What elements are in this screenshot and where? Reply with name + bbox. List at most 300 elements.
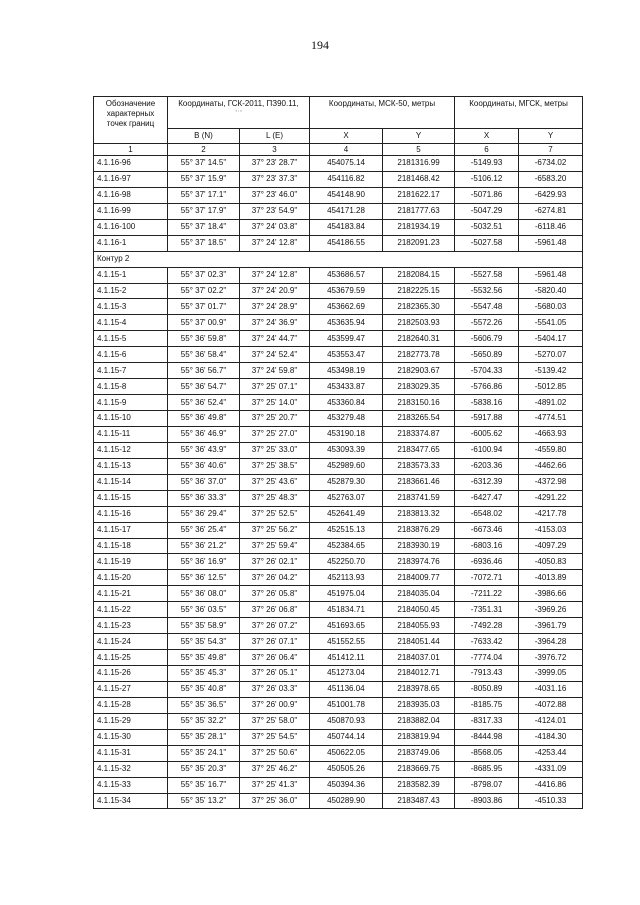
coordinate-cell: 37° 25' 14.0" — [240, 395, 310, 411]
coordinate-cell: -5547.48 — [455, 299, 519, 315]
coordinate-cell: -4097.29 — [519, 538, 583, 554]
table-row — [94, 299, 583, 315]
coordinate-cell: 450870.93 — [310, 713, 383, 729]
coordinate-cell: -6583.20 — [519, 171, 583, 187]
column-number: 7 — [519, 144, 583, 156]
coordinate-cell: 55° 37' 02.2" — [168, 283, 240, 299]
coordinate-cell: 37° 25' 36.0" — [240, 793, 310, 809]
coordinate-cell: -5527.58 — [455, 267, 519, 283]
coordinate-cell: 55° 36' 43.9" — [168, 442, 240, 458]
coordinates-table — [93, 96, 583, 809]
coordinate-cell: 453190.18 — [310, 426, 383, 442]
point-id-cell: 4.1.16-96 — [94, 156, 168, 172]
point-id-cell: 4.1.15-31 — [94, 745, 168, 761]
coordinate-cell: -7211.22 — [455, 586, 519, 602]
coordinate-cell: 55° 35' 40.8" — [168, 681, 240, 697]
coordinate-cell: 37° 26' 06.8" — [240, 602, 310, 618]
coordinate-cell: -6429.93 — [519, 187, 583, 203]
contour-section — [94, 251, 583, 267]
coordinate-cell: 452113.93 — [310, 570, 383, 586]
coordinate-cell: 452641.49 — [310, 506, 383, 522]
coordinate-cell: -5106.12 — [455, 171, 519, 187]
coordinate-cell: -5139.42 — [519, 363, 583, 379]
table-row — [94, 267, 583, 283]
table-row — [94, 283, 583, 299]
coordinate-cell: 55° 37' 02.3" — [168, 267, 240, 283]
table-row — [94, 522, 583, 538]
table-row — [94, 442, 583, 458]
coordinate-cell: -4559.80 — [519, 442, 583, 458]
coordinate-cell: -6118.46 — [519, 219, 583, 235]
coordinate-cell: -5961.48 — [519, 267, 583, 283]
coordinate-cell: 452515.13 — [310, 522, 383, 538]
point-id-cell: 4.1.15-22 — [94, 602, 168, 618]
header-gsk-label: Координаты, ГСК-2011, ПЗ90.11, — [178, 99, 299, 108]
coordinate-cell: 2182640.31 — [383, 331, 455, 347]
coordinate-cell: 2183749.06 — [383, 745, 455, 761]
point-id-cell: 4.1.15-12 — [94, 442, 168, 458]
point-id-cell: 4.1.15-19 — [94, 554, 168, 570]
coordinate-cell: -6803.16 — [455, 538, 519, 554]
coordinate-cell: 2183882.04 — [383, 713, 455, 729]
coordinate-cell: 55° 37' 17.1" — [168, 187, 240, 203]
point-id-cell: 4.1.15-8 — [94, 379, 168, 395]
table-row — [94, 411, 583, 427]
coordinate-cell: 37° 26' 07.1" — [240, 634, 310, 650]
coordinate-cell: 55° 35' 24.1" — [168, 745, 240, 761]
coordinate-cell: 37° 25' 54.5" — [240, 729, 310, 745]
coordinate-cell: 2183876.29 — [383, 522, 455, 538]
coordinate-cell: 55° 36' 37.0" — [168, 474, 240, 490]
table-row — [94, 395, 583, 411]
coordinate-cell: 452384.65 — [310, 538, 383, 554]
coordinate-cell: 55° 36' 08.0" — [168, 586, 240, 602]
table-row — [94, 156, 583, 172]
coordinate-cell: -8317.33 — [455, 713, 519, 729]
subheader-cell: B (N) — [168, 128, 240, 143]
point-id-cell: 4.1.15-26 — [94, 666, 168, 682]
coordinate-cell: 453279.48 — [310, 411, 383, 427]
coordinate-cell: 2183265.54 — [383, 411, 455, 427]
table-row — [94, 602, 583, 618]
coordinate-cell: 2184037.01 — [383, 650, 455, 666]
coordinate-cell: -6936.46 — [455, 554, 519, 570]
coordinate-cell: 37° 24' 36.9" — [240, 315, 310, 331]
coordinate-cell: -5766.86 — [455, 379, 519, 395]
coordinate-cell: 37° 24' 03.8" — [240, 219, 310, 235]
coordinate-cell: 453599.47 — [310, 331, 383, 347]
coordinate-cell: 453679.59 — [310, 283, 383, 299]
coordinate-cell: -5572.26 — [455, 315, 519, 331]
table-row — [94, 650, 583, 666]
coordinate-cell: -5650.89 — [455, 347, 519, 363]
subheader-cell: L (E) — [240, 128, 310, 143]
coordinate-cell: 37° 23' 28.7" — [240, 156, 310, 172]
coordinate-cell: 55° 37' 15.9" — [168, 171, 240, 187]
table-row — [94, 634, 583, 650]
coordinate-cell: 55° 36' 29.4" — [168, 506, 240, 522]
coordinate-cell: 37° 26' 03.3" — [240, 681, 310, 697]
coordinate-cell: -5680.03 — [519, 299, 583, 315]
point-id-cell: 4.1.15-16 — [94, 506, 168, 522]
coordinate-cell: 37° 25' 48.3" — [240, 490, 310, 506]
coordinate-cell: 2183741.59 — [383, 490, 455, 506]
coordinate-cell: -4050.83 — [519, 554, 583, 570]
coordinate-cell: 37° 25' 50.6" — [240, 745, 310, 761]
coordinate-cell: -4153.03 — [519, 522, 583, 538]
coordinate-cell: -5541.05 — [519, 315, 583, 331]
coordinate-cell: -3964.28 — [519, 634, 583, 650]
coordinate-cell: 2184055.93 — [383, 618, 455, 634]
coordinate-cell: 450289.90 — [310, 793, 383, 809]
coordinate-cell: -4124.01 — [519, 713, 583, 729]
table-row — [94, 219, 583, 235]
coordinate-cell: 454116.82 — [310, 171, 383, 187]
coordinate-cell: 451975.04 — [310, 586, 383, 602]
table-row — [94, 474, 583, 490]
coordinate-cell: 454186.55 — [310, 235, 383, 251]
coordinate-cell: -5149.93 — [455, 156, 519, 172]
point-id-cell: 4.1.15-2 — [94, 283, 168, 299]
table-row — [94, 554, 583, 570]
coordinate-cell: 2181777.63 — [383, 203, 455, 219]
coordinate-cell: -5838.16 — [455, 395, 519, 411]
coordinate-cell: 452879.30 — [310, 474, 383, 490]
subheader-row — [94, 128, 583, 143]
coordinate-cell: -7633.42 — [455, 634, 519, 650]
coordinate-cell: -4891.02 — [519, 395, 583, 411]
coordinate-cell: -5532.56 — [455, 283, 519, 299]
coordinate-cell: 452250.70 — [310, 554, 383, 570]
point-id-cell: 4.1.15-33 — [94, 777, 168, 793]
coordinate-cell: 2183029.35 — [383, 379, 455, 395]
coordinate-cell: 55° 36' 16.9" — [168, 554, 240, 570]
table-row — [94, 458, 583, 474]
coordinate-cell: 2183935.03 — [383, 697, 455, 713]
coordinate-cell: 55° 36' 52.4" — [168, 395, 240, 411]
coordinate-cell: 55° 36' 56.7" — [168, 363, 240, 379]
point-id-cell: 4.1.15-20 — [94, 570, 168, 586]
coordinate-cell: 37° 25' 52.5" — [240, 506, 310, 522]
coordinate-cell: 37° 25' 07.1" — [240, 379, 310, 395]
coordinate-cell: 37° 25' 46.2" — [240, 761, 310, 777]
table-row — [94, 538, 583, 554]
coordinate-cell: 2181316.99 — [383, 156, 455, 172]
table-body-top — [94, 156, 583, 252]
coordinate-cell: -4072.88 — [519, 697, 583, 713]
coordinate-cell: 453433.87 — [310, 379, 383, 395]
coordinate-cell: -8685.95 — [455, 761, 519, 777]
coordinate-cell: 37° 26' 05.1" — [240, 666, 310, 682]
coordinate-cell: 55° 35' 20.3" — [168, 761, 240, 777]
coordinate-cell: -4510.33 — [519, 793, 583, 809]
coordinate-cell: 55° 37' 17.9" — [168, 203, 240, 219]
coordinate-cell: 2182225.15 — [383, 283, 455, 299]
subheader-cell: X — [310, 128, 383, 143]
coordinate-cell: 2184051.44 — [383, 634, 455, 650]
coordinate-cell: 37° 26' 06.4" — [240, 650, 310, 666]
table-row — [94, 490, 583, 506]
table-row — [94, 666, 583, 682]
point-id-cell: 4.1.15-5 — [94, 331, 168, 347]
point-id-cell: 4.1.15-15 — [94, 490, 168, 506]
point-id-cell: 4.1.15-3 — [94, 299, 168, 315]
coordinate-cell: -5027.58 — [455, 235, 519, 251]
coordinate-cell: -5047.29 — [455, 203, 519, 219]
coordinate-cell: -6673.46 — [455, 522, 519, 538]
coordinate-cell: 450394.36 — [310, 777, 383, 793]
coordinate-cell: 2182084.15 — [383, 267, 455, 283]
subheader-cell: Y — [519, 128, 583, 143]
coordinate-cell: 2183573.33 — [383, 458, 455, 474]
coordinate-cell: -6274.81 — [519, 203, 583, 219]
coordinate-cell: 55° 35' 32.2" — [168, 713, 240, 729]
coordinate-cell: 37° 26' 07.2" — [240, 618, 310, 634]
table-row — [94, 793, 583, 809]
coordinate-cell: 55° 35' 36.5" — [168, 697, 240, 713]
coordinate-cell: 2183487.43 — [383, 793, 455, 809]
coordinate-cell: 37° 25' 56.2" — [240, 522, 310, 538]
coordinate-cell: 451834.71 — [310, 602, 383, 618]
coordinate-cell: 451136.04 — [310, 681, 383, 697]
coordinate-cell: 37° 24' 44.7" — [240, 331, 310, 347]
table-row — [94, 761, 583, 777]
coordinate-cell: 37° 26' 02.1" — [240, 554, 310, 570]
coordinate-cell: -8903.86 — [455, 793, 519, 809]
coordinate-cell: 55° 35' 49.8" — [168, 650, 240, 666]
coordinate-cell: 2182365.30 — [383, 299, 455, 315]
coordinate-cell: 55° 35' 16.7" — [168, 777, 240, 793]
coordinate-cell: 37° 23' 37.3" — [240, 171, 310, 187]
coordinate-cell: -4774.51 — [519, 411, 583, 427]
table-row — [94, 713, 583, 729]
coordinate-cell: -4184.30 — [519, 729, 583, 745]
point-id-cell: 4.1.16-99 — [94, 203, 168, 219]
coordinate-cell: -3969.26 — [519, 602, 583, 618]
coordinate-cell: 2184050.45 — [383, 602, 455, 618]
coordinate-cell: 2184012.71 — [383, 666, 455, 682]
coordinate-cell: 37° 24' 12.8" — [240, 235, 310, 251]
column-number: 1 — [94, 144, 168, 156]
coordinate-cell: 37° 26' 04.2" — [240, 570, 310, 586]
coordinate-cell: 453360.84 — [310, 395, 383, 411]
coordinate-cell: -4217.78 — [519, 506, 583, 522]
coordinate-cell: 37° 25' 33.0" — [240, 442, 310, 458]
header-mgsk: Координаты, МГСК, метры — [455, 97, 583, 129]
coordinate-cell: -5820.40 — [519, 283, 583, 299]
coordinate-cell: 37° 25' 58.0" — [240, 713, 310, 729]
point-id-cell: 4.1.15-17 — [94, 522, 168, 538]
header-row — [94, 97, 583, 129]
coordinate-cell: -5071.86 — [455, 187, 519, 203]
coordinate-cell: 55° 37' 14.5" — [168, 156, 240, 172]
coordinate-cell: 55° 36' 21.2" — [168, 538, 240, 554]
coordinate-cell: 2183978.65 — [383, 681, 455, 697]
coordinate-cell: -3999.05 — [519, 666, 583, 682]
point-id-cell: 4.1.15-34 — [94, 793, 168, 809]
coordinate-cell: 2182903.67 — [383, 363, 455, 379]
coordinate-cell: 451412.11 — [310, 650, 383, 666]
point-id-cell: 4.1.16-98 — [94, 187, 168, 203]
coordinate-cell: 2182091.23 — [383, 235, 455, 251]
coordinate-cell: 2183813.32 — [383, 506, 455, 522]
coordinate-cell: 55° 37' 01.7" — [168, 299, 240, 315]
header-gsk — [168, 97, 310, 129]
coordinate-cell: 37° 24' 20.9" — [240, 283, 310, 299]
coordinate-cell: 2183582.39 — [383, 777, 455, 793]
point-id-cell: 4.1.15-9 — [94, 395, 168, 411]
coordinate-cell: 37° 26' 00.9" — [240, 697, 310, 713]
coordinate-cell: 55° 36' 33.3" — [168, 490, 240, 506]
coordinate-cell: 454148.90 — [310, 187, 383, 203]
point-id-cell: 4.1.15-13 — [94, 458, 168, 474]
point-id-cell: 4.1.15-6 — [94, 347, 168, 363]
subheader-cell: X — [455, 128, 519, 143]
coordinate-cell: -5704.33 — [455, 363, 519, 379]
coordinate-cell: -3986.66 — [519, 586, 583, 602]
table-row — [94, 681, 583, 697]
page-number: 194 — [311, 38, 329, 52]
coordinate-cell: 37° 25' 59.4" — [240, 538, 310, 554]
coordinate-cell: 55° 35' 28.1" — [168, 729, 240, 745]
coordinate-cell: 37° 23' 54.9" — [240, 203, 310, 219]
coordinate-cell: -4291.22 — [519, 490, 583, 506]
coordinate-cell: 55° 36' 58.4" — [168, 347, 240, 363]
coordinate-cell: 55° 36' 54.7" — [168, 379, 240, 395]
coordinate-cell: 2182773.78 — [383, 347, 455, 363]
coordinate-cell: -7072.71 — [455, 570, 519, 586]
coordinate-cell: -7913.43 — [455, 666, 519, 682]
coordinate-cell: -4331.09 — [519, 761, 583, 777]
coordinate-cell: 2184009.77 — [383, 570, 455, 586]
table-body-bottom — [94, 267, 583, 809]
coordinate-cell: -3961.79 — [519, 618, 583, 634]
table-row — [94, 315, 583, 331]
coordinate-cell: 453553.47 — [310, 347, 383, 363]
coordinate-cell: 2181468.42 — [383, 171, 455, 187]
coordinate-cell: -5917.88 — [455, 411, 519, 427]
coordinate-cell: 55° 36' 12.5" — [168, 570, 240, 586]
point-id-cell: 4.1.16-100 — [94, 219, 168, 235]
coordinate-cell: 2181622.17 — [383, 187, 455, 203]
coordinate-cell: 450622.05 — [310, 745, 383, 761]
coordinate-cell: -7774.04 — [455, 650, 519, 666]
coordinate-cell: 55° 35' 58.9" — [168, 618, 240, 634]
column-number: 4 — [310, 144, 383, 156]
coordinate-cell: 55° 36' 25.4" — [168, 522, 240, 538]
coordinate-cell: -8444.98 — [455, 729, 519, 745]
point-id-cell: 4.1.15-24 — [94, 634, 168, 650]
contour-label: Контур 2 — [94, 251, 583, 267]
coordinate-cell: 2183477.65 — [383, 442, 455, 458]
coordinate-cell: -4372.98 — [519, 474, 583, 490]
coordinate-cell: 55° 37' 18.4" — [168, 219, 240, 235]
coordinate-cell: -8050.89 — [455, 681, 519, 697]
coordinate-cell: 451552.55 — [310, 634, 383, 650]
table-row — [94, 426, 583, 442]
point-id-cell: 4.1.15-7 — [94, 363, 168, 379]
coordinate-cell: 453686.57 — [310, 267, 383, 283]
coordinate-cell: -8798.07 — [455, 777, 519, 793]
point-id-cell: 4.1.15-14 — [94, 474, 168, 490]
coordinate-cell: 2183150.16 — [383, 395, 455, 411]
coordinate-cell: 55° 35' 13.2" — [168, 793, 240, 809]
coordinate-cell: -6005.62 — [455, 426, 519, 442]
coordinate-cell: -4253.44 — [519, 745, 583, 761]
table-row — [94, 363, 583, 379]
coordinate-cell: 2183669.75 — [383, 761, 455, 777]
coordinate-cell: 2183819.94 — [383, 729, 455, 745]
coordinate-cell: 55° 36' 59.8" — [168, 331, 240, 347]
coordinate-cell: 55° 36' 03.5" — [168, 602, 240, 618]
coordinate-cell: 453635.94 — [310, 315, 383, 331]
table-row — [94, 618, 583, 634]
coordinate-cell: -5032.51 — [455, 219, 519, 235]
coordinate-cell: -6734.02 — [519, 156, 583, 172]
table-row — [94, 777, 583, 793]
point-id-cell: 4.1.16-1 — [94, 235, 168, 251]
column-number: 2 — [168, 144, 240, 156]
coordinate-cell: -8185.75 — [455, 697, 519, 713]
coordinate-cell: -4663.93 — [519, 426, 583, 442]
table-row — [94, 203, 583, 219]
coordinate-cell: 2182503.93 — [383, 315, 455, 331]
coordinate-cell: 2184035.04 — [383, 586, 455, 602]
coordinate-cell: 2183374.87 — [383, 426, 455, 442]
point-id-cell: 4.1.15-29 — [94, 713, 168, 729]
coordinate-cell: -6427.47 — [455, 490, 519, 506]
column-number: 6 — [455, 144, 519, 156]
contour-row — [94, 251, 583, 267]
coordinate-cell: -7492.28 — [455, 618, 519, 634]
table-row — [94, 235, 583, 251]
point-id-cell: 4.1.15-10 — [94, 411, 168, 427]
subheader-cell: Y — [383, 128, 455, 143]
header-designation: Обозначение характерных точек границ — [94, 97, 168, 144]
coordinate-cell: 454171.28 — [310, 203, 383, 219]
table-row — [94, 379, 583, 395]
coordinate-cell: 55° 37' 00.9" — [168, 315, 240, 331]
coordinate-cell: 452989.60 — [310, 458, 383, 474]
coordinate-cell: 453498.19 — [310, 363, 383, 379]
coordinate-cell: 55° 35' 54.3" — [168, 634, 240, 650]
coordinate-cell: 37° 24' 12.8" — [240, 267, 310, 283]
point-id-cell: 4.1.15-11 — [94, 426, 168, 442]
point-id-cell: 4.1.15-21 — [94, 586, 168, 602]
coordinate-cell: -6312.39 — [455, 474, 519, 490]
coordinate-cell: 55° 36' 49.8" — [168, 411, 240, 427]
table-row — [94, 506, 583, 522]
table-row — [94, 570, 583, 586]
table-row — [94, 171, 583, 187]
coordinate-cell: -4013.89 — [519, 570, 583, 586]
coordinate-cell: 37° 24' 52.4" — [240, 347, 310, 363]
coordinate-cell: 55° 36' 46.9" — [168, 426, 240, 442]
coordinate-cell: 450744.14 — [310, 729, 383, 745]
point-id-cell: 4.1.15-23 — [94, 618, 168, 634]
coordinate-cell: 451001.78 — [310, 697, 383, 713]
coordinate-cell: 37° 25' 43.6" — [240, 474, 310, 490]
coordinate-cell: -4462.66 — [519, 458, 583, 474]
coordinate-cell: 2183974.76 — [383, 554, 455, 570]
table-row — [94, 347, 583, 363]
coordinate-cell: 37° 23' 46.0" — [240, 187, 310, 203]
coordinate-cell: 37° 24' 28.9" — [240, 299, 310, 315]
coordinate-cell: 453093.39 — [310, 442, 383, 458]
point-id-cell: 4.1.15-1 — [94, 267, 168, 283]
coordinate-cell: 451273.04 — [310, 666, 383, 682]
table-row — [94, 586, 583, 602]
